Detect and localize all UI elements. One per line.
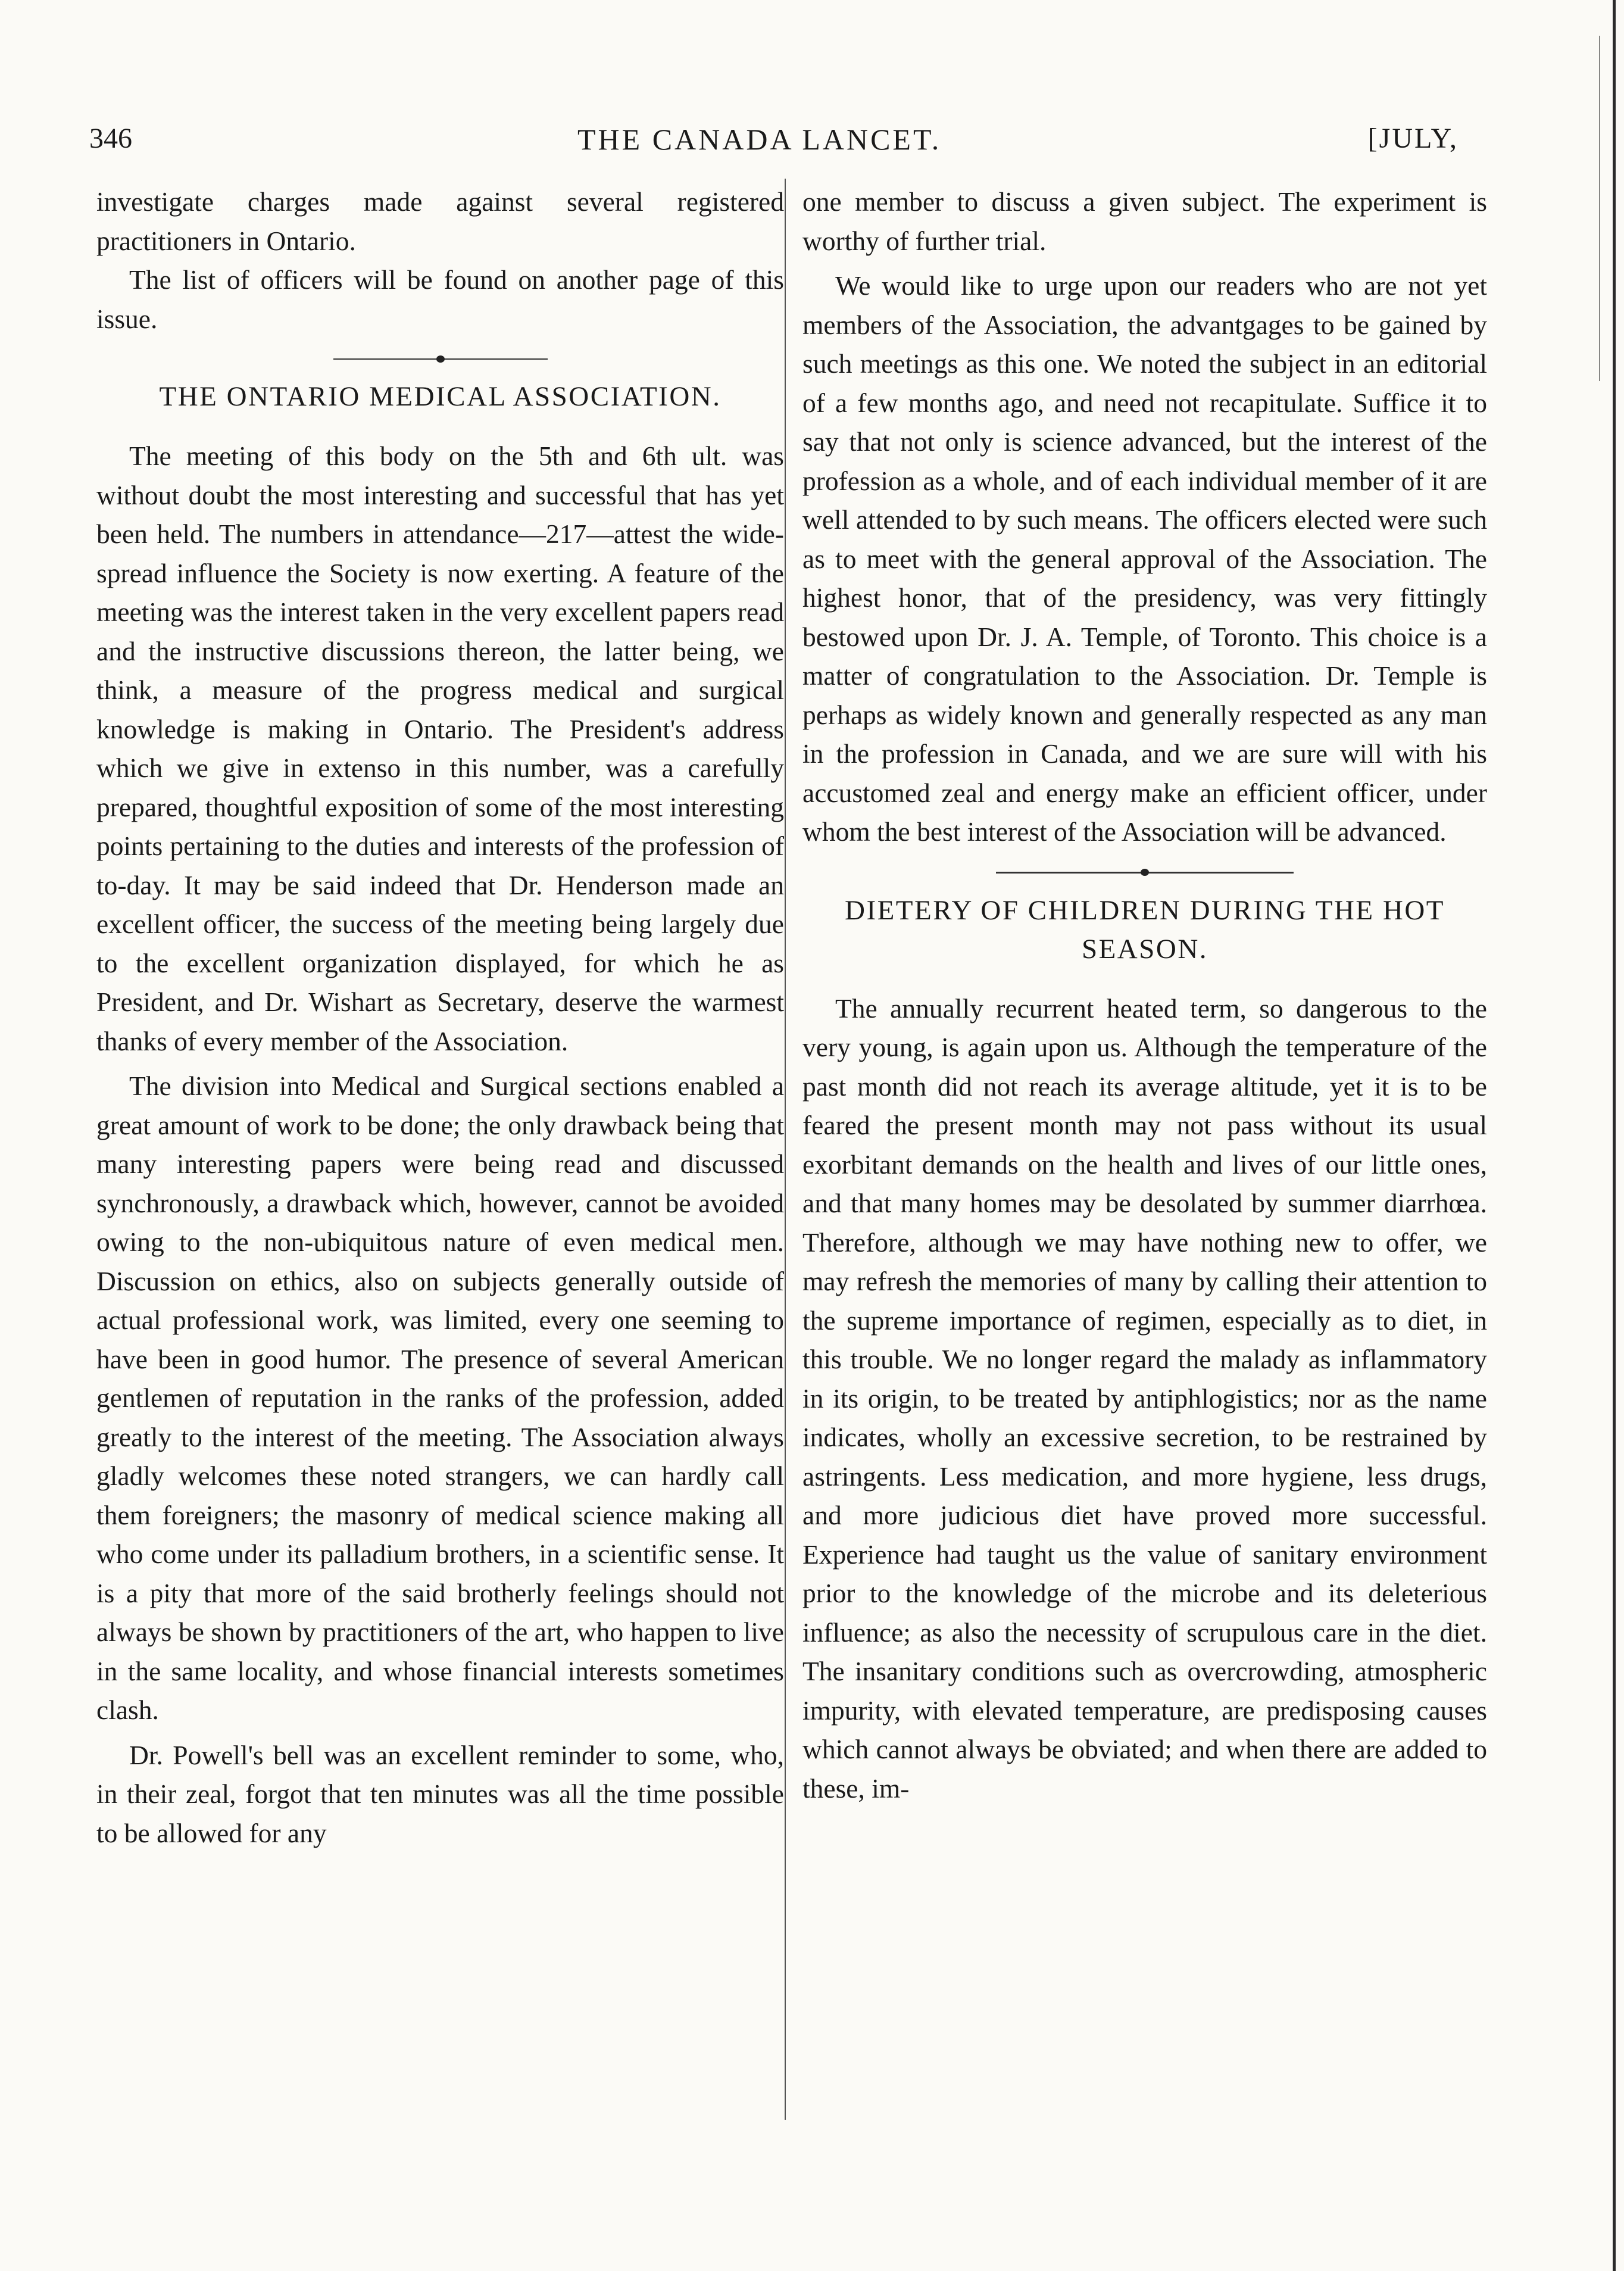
left-column — [96, 182, 784, 1852]
scan-edge-secondary — [1599, 36, 1600, 381]
page-number: 346 — [89, 123, 132, 154]
oma-paragraph-2: The division into Medical and Surgical sections enabled a great amount of work to be done; the only drawback being that many interesting papers were being read and discussed synchronously, a drawback which, however, cannot be avoided owing to the non-ubiquitous nature of even medical men. Discussion on ethics, also on subjects generally outside of actual professional work, was limited, every one seeming to have been in good humor. The presence of several American gentlemen of reputation in the ranks of the profession, added greatly to the interest of the meeting. The Association always gladly welcomes these noted strangers, we can hardly call them foreigners; the masonry of medical science making all who come under its palladium brothers, in a scientific sense. It is a pity that more of the said brotherly feelings should not always be shown by practitioners of the art, who happen to live in the same locality, and whose financial interests sometimes clash. — [96, 1071, 784, 1725]
oma-paragraph-3: Dr. Powell's bell was an excellent reminder to some, who, in their zeal, forgot that ten minutes was all the time possible to be allowed for any — [96, 1739, 784, 1848]
oma-continuation: one member to discuss a given subject. The experiment is worthy of further trial. — [802, 186, 1487, 256]
page-header — [89, 122, 1459, 170]
column-rule — [785, 179, 786, 2120]
intro-paragraph-2: The list of officers will be found on another page of this issue. — [96, 264, 784, 334]
scan-edge — [1613, 0, 1616, 2271]
oma-paragraph-1: The meeting of this body on the 5th and 6th ult. was without doubt the most interesting and successful that has yet been held. The numbers in attendance—217—attest the wide-spread influence the Society is now exerting. A feature of the meeting was the interest taken in the very excellent papers read and the instructive discussions thereon, the latter being, we think, a measure of the progress medical and surgical knowledge is making in Ontario. The President's address which we give in extenso in this number, was a carefully prepared, thoughtful exposition of some of the most interesting points pertaining to the duties and interests of the profession of to-day. It may be said indeed that Dr. Henderson made an excellent officer, the success of the meeting being largely due to the excellent organization displayed, for which he as President, and Dr. Wishart as Secretary, deserve the warmest thanks of every member of the Association. — [96, 441, 784, 1056]
section-title-dietery: DIETERY OF CHILDREN DURING THE HOT SEASON. — [845, 894, 1445, 965]
section-divider — [333, 358, 548, 360]
right-column — [802, 182, 1487, 1808]
dietery-paragraph-1: The annually recurrent heated term, so dangerous to the very young, is again upon us. Although the temperature of the past month did not reach its average altitude, yet it is to be feared the present month may not pass without its usual exorbitant demands on the health and lives of our little ones, and that many homes may be desolated by summer diarrhœa. Therefore, although we may have nothing new to offer, we may refresh the memories of many by calling their attention to the supreme importance of regimen, especially as to diet, in this trouble. We no longer regard the malady as inflammatory in its origin, to be treated by antiphlogistics; nor as the name indicates, wholly an excessive secretion, to be restrained by astringents. Less medication, and more hygiene, less drugs, and more judicious diet have proved more successful. Experience had taught us the value of sanitary environment prior to the knowledge of the microbe and its deleterious influence; as also the necessity of scrupulous care in the diet. The insanitary conditions such as overcrowding, atmospheric impurity, with elevated temperature, are predisposing causes which cannot always be obviated; and when there are added to these, im- — [802, 993, 1487, 1804]
section-title-oma: THE ONTARIO MEDICAL ASSOCIATION. — [159, 381, 722, 412]
intro-paragraph-1: investigate charges made against several registered practitioners in Ontario. — [96, 186, 784, 256]
issue-month: [JULY, — [1367, 123, 1459, 154]
oma-paragraph-4: We would like to urge upon our readers who are not yet members of the Association, the advantgages to be gained by such meetings as this one. We noted the subject in an editorial of a few months ago, and need not recapitulate. Suffice it to say that not only is science advanced, but the interest of the profession as a whole, and of each individual member of it are well attended to by such means. The officers elected were such as to meet with the general approval of the Association. The highest honor, that of the presidency, was very fittingly bestowed upon Dr. J. A. Temple, of Toronto. This choice is a matter of congratulation to the Association. Dr. Temple is perhaps as widely known and generally respected as any man in the profession in Canada, and we are sure will with his accustomed zeal and energy make an efficient officer, under whom the best interest of the Association will be advanced. — [802, 270, 1487, 847]
section-divider-2 — [996, 872, 1294, 874]
journal-title: THE CANADA LANCET. — [577, 123, 942, 156]
